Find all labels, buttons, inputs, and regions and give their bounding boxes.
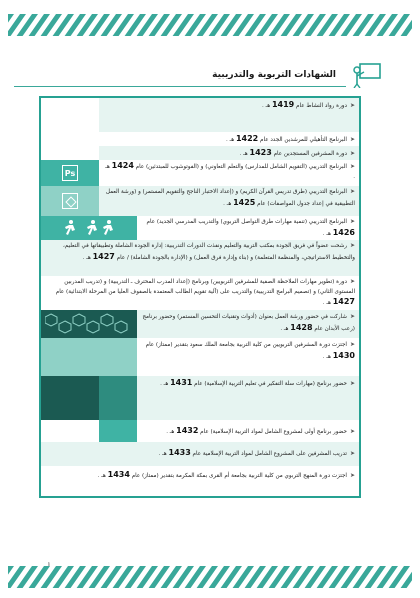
table-row (41, 132, 359, 146)
list-item: ➤اجتزت دورة المنهج التربوي من كلية التربية بجامعة أم القرى بمكة المكرمة بتقدير (ممتاز) عام 1434 هـ . (97, 470, 355, 479)
hexagon-icon (45, 313, 133, 335)
row-media (41, 98, 99, 132)
table-row (41, 146, 359, 160)
arrow-icon: ➤ (349, 313, 355, 320)
arrow-icon: ➤ (349, 428, 355, 435)
list-item: ➤دورة رواد النشاط عام 1419 هـ . (262, 100, 355, 109)
arrow-icon: ➤ (349, 450, 355, 457)
arrow-icon: ➤ (349, 102, 355, 109)
arrow-icon: ➤ (349, 341, 355, 348)
list-item: ➤البرنامج التدريبي (التقويم الشامل للمدارس) والتعلم التعاوني) و (الفوتوشوب للمبتدئين) عام 1424 هـ . (105, 161, 355, 180)
table-row (41, 442, 359, 466)
arrow-icon: ➤ (349, 380, 355, 387)
list-item: ➤حضور برنامج أولى لمشروع الشامل لمواد التربية الإسلامية) عام 1432 هـ . (166, 426, 355, 435)
list-item: ➤تدريب المشرفين على المشروع الشامل لمواد التربية الإسلامية عام 1433 هـ . (158, 448, 355, 457)
arrow-icon: ➤ (349, 188, 355, 195)
list-item: ➤حضور برنامج (مهارات سلة التفكير في تعليم التربية الإسلامية) عام 1431 هـ . (160, 378, 355, 387)
list-item: ➤رشحت عضواً في فريق الجودة بمكتب التربية والتعليم ونفذت الدورات التدريبية: إدارة الجودة الشاملة وتطبيقاتها في التعليم، والتخطيط الاستراتيجي، والمنظمة المتعلمة) و (بناء وإدارة فرق العمل) و (الإدارة بالجودة الشاملة) / عام 1427 هـ . (62, 242, 355, 261)
arrow-icon: ➤ (349, 242, 355, 249)
table-row (41, 240, 359, 276)
row-text (99, 98, 359, 132)
certificates-table (39, 96, 361, 498)
table-row (41, 276, 359, 310)
list-item: ➤شاركت في حضور ورشة العمل بعنوان (أدوات وتقنيات التحسين المستمر) وحضور برنامج (رعب الأبدان عام 1428 هـ . (142, 313, 355, 332)
table-row (41, 420, 359, 442)
table-row (41, 98, 359, 132)
runner-icon (63, 219, 117, 237)
table-row (41, 216, 359, 240)
arrow-icon: ➤ (349, 163, 355, 170)
list-item: ➤البرنامج التأهيلي للمرشدين الجدد عام 1422 هـ . (226, 134, 355, 143)
table-row (41, 466, 359, 496)
arrow-icon: ➤ (349, 150, 355, 157)
arrow-icon: ➤ (349, 136, 355, 143)
table-row (41, 186, 359, 216)
photoshop-icon: Ps (62, 165, 78, 181)
table-row (41, 160, 359, 186)
teacher-board-icon (352, 62, 382, 88)
top-stripe-decoration (8, 14, 412, 36)
page-title: الشهادات التربوية والتدريبية (212, 70, 336, 80)
table-row (41, 376, 359, 420)
arrow-icon: ➤ (349, 278, 355, 285)
header-rule (14, 86, 346, 87)
list-item: ➤دورة المشرفين المستجدين عام 1423 هـ . (239, 148, 355, 157)
list-item: ➤البرنامج التدريبي (تنمية مهارات طرق التواصل التربوي) والتدريب المدرسي الجديد) عام 1426 هـ . (146, 218, 355, 237)
bottom-stripe-decoration (8, 566, 412, 588)
table-row (41, 338, 359, 376)
list-item: ➤اجتزت دورة المشرفين التربويين من كلية التربية بجامعة الملك سعود بتقدير (ممتاز) عام 1430 هـ . (145, 341, 355, 360)
list-item: ➤دورة (تطوير مهارات الملاحظة الصفية للمشرفين التربويين) وبرنامج (إعداد المدرب المحترف ـ التدريبية) و (تدريب المدربين المستوى الثاني) و (تصميم البرامج التدريبية) والتدريب على (آلية تقويم الطالب المعتمدة بالصفوف العليا من المرحلة الابتدائية) عام 1427 هـ . (55, 278, 355, 306)
list-item: ➤البرنامج التدريبي (طرق تدريس القرآن الكريم) و (إعداد الاختبار الناجح والتقويم المستمر) و (ورشة العمل التطبيقية في إعداد جدول المواصفات) عام 1425 هـ . (105, 188, 355, 207)
arrow-icon: ➤ (349, 472, 355, 479)
arrow-icon: ➤ (349, 218, 355, 225)
table-row (41, 310, 359, 338)
frame-icon (62, 193, 78, 209)
